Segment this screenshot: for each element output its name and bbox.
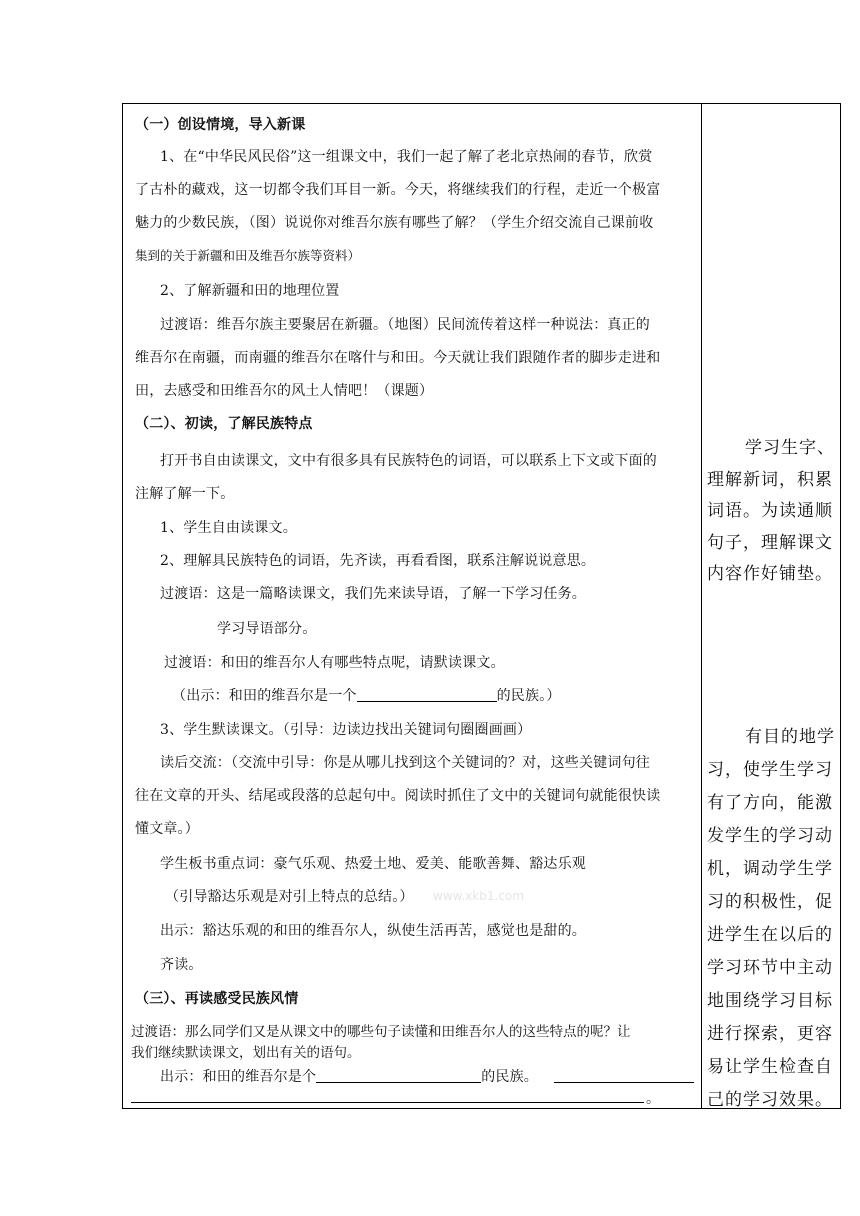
side-note-1-line-2: 理解新词，积累	[707, 469, 833, 490]
s2-paragraph-9-line-3: 懂文章。）	[135, 821, 199, 837]
side-note-2-line-4: 发学生的学习动	[707, 826, 833, 846]
s2-paragraph-9-line-1: 读后交流：（交流中引导：你是从哪儿找到这个关键词的？对，这些关键词句往	[160, 755, 650, 771]
s2-paragraph-7	[172, 687, 561, 705]
s1-paragraph-1-line-4: 集到的关于新疆和田及维吾尔族等资料）	[135, 248, 361, 263]
s2-paragraph-12: 出示：豁达乐观的和田的维吾尔人，纵使生活再苦，感觉也是甜的。	[160, 923, 586, 939]
s2-paragraph-9-line-2: 往在文章的开头、结尾或段落的总起句中。阅读时抓住了文中的关键词句就能很快读	[135, 788, 661, 804]
side-note-2-line-9: 地围绕学习目标	[707, 991, 833, 1011]
side-note-2	[707, 721, 837, 1117]
s1-paragraph-1-line-2: 了古朴的藏戏，这一切都令我们耳目一新。今天，将继续我们的行程，走近一个极富	[135, 182, 661, 198]
side-note-1-line-5: 内容作好铺垫。	[707, 564, 833, 584]
s3-paragraph-2	[160, 1068, 538, 1086]
side-note-2-line-1: 有目的地学	[745, 727, 835, 747]
side-note-2-line-12: 己的学习效果。	[707, 1090, 833, 1110]
watermark: www.xkb1.com	[433, 889, 524, 903]
fill-in-blank-4	[131, 1102, 644, 1103]
s3-paragraph-3-end: 。	[646, 1091, 661, 1107]
side-note-2-line-10: 进行探索，更容	[707, 1024, 833, 1044]
s2-paragraph-1-line-2: 注解了解一下。	[135, 486, 235, 502]
s1-paragraph-3-line-2: 维吾尔在南疆，而南疆的维吾尔在喀什与和田。今天就让我们跟随作者的脚步走进和	[135, 350, 661, 366]
fill-in-blank-3	[554, 1082, 694, 1083]
side-note-2-line-11: 易让学生检查自	[707, 1057, 833, 1077]
s2-paragraph-4: 过渡语：这是一篇略读课文，我们先来读导语，了解一下学习任务。	[160, 586, 586, 602]
s2-paragraph-7-tail: 的民族。）	[496, 688, 561, 704]
s2-paragraph-3: 2、理解具民族特色的词语，先齐读，再看看图，联系注解说说意思。	[160, 553, 596, 569]
s2-paragraph-7-lead: （出示：和田的维吾尔是一个	[172, 688, 357, 704]
side-note-2-line-3: 有了方向，能激	[707, 793, 833, 813]
s3-paragraph-1-line-1: 过渡语：那么同学们又是从课文中的哪些句子读懂和田维吾尔人的这些特点的呢？让	[131, 1024, 631, 1040]
s3-paragraph-2-tail: 的民族。	[481, 1069, 539, 1085]
fill-in-blank-1	[357, 687, 497, 702]
s1-paragraph-1-line-3: 魅力的少数民族，（图）说说你对维吾尔族有哪些了解？（学生介绍交流自己课前收	[135, 215, 654, 231]
side-note-2-line-2: 习，使学生学习	[707, 760, 833, 780]
s2-paragraph-2: 1、学生自由读课文。	[160, 520, 297, 536]
section-1-title: （一）创设情境，导入新课	[135, 117, 306, 133]
side-note-2-line-7: 进学生在以后的	[707, 925, 833, 945]
s2-paragraph-6: 过渡语：和田的维吾尔人有哪些特点呢，请默读课文。	[164, 655, 505, 671]
s2-paragraph-13: 齐读。	[160, 957, 203, 973]
side-note-1-line-3: 词语。为读通顺	[707, 501, 833, 521]
side-note-1-line-1: 学习生字、	[745, 438, 835, 458]
section-2-title: （二）、初读，了解民族特点	[135, 416, 313, 432]
s3-paragraph-1-line-2: 我们继续默读课文，划出有关的语句。	[131, 1045, 361, 1061]
s2-paragraph-5: 学习导语部分。	[217, 621, 317, 637]
s2-paragraph-10: 学生板书重点词：豪气乐观、热爱土地、爱美、能歌善舞、豁达乐观	[160, 856, 586, 872]
s2-paragraph-1-line-1: 打开书自由读课文，文中有很多具有民族特色的词语，可以联系上下文或下面的	[160, 453, 657, 469]
side-note-2-line-8: 学习环节中主动	[707, 958, 833, 978]
s2-paragraph-8: 3、学生默读课文。（引导：边读边找出关键词句圈圈画画）	[160, 722, 532, 738]
column-divider	[701, 103, 702, 1109]
s1-paragraph-3-line-1: 过渡语：维吾尔族主要聚居在新疆。（地图）民间流传着这样一种说法：真正的	[160, 317, 650, 333]
side-note-2-line-6: 习的积极性，促	[707, 892, 833, 912]
side-note-1-line-4: 句子，理解课文	[707, 532, 833, 553]
s1-paragraph-2: 2、了解新疆和田的地理位置	[160, 283, 340, 299]
section-3-title: （三）、再读感受民族风情	[135, 991, 299, 1007]
s1-paragraph-1-line-1: 1、在“中华民风民俗”这一组课文中，我们一起了解了老北京热闹的春节，欣赏	[160, 149, 653, 165]
s1-paragraph-3-line-3: 田，去感受和田维吾尔的风土人情吧！（课题）	[135, 383, 434, 399]
side-note-1	[707, 433, 837, 591]
fill-in-blank-2	[316, 1068, 481, 1083]
s3-paragraph-2-lead: 出示：和田的维吾尔是个	[160, 1069, 317, 1085]
s2-paragraph-11: （引导豁达乐观是对引上特点的总结。）	[165, 889, 414, 905]
side-note-2-line-5: 机，调动学生学	[707, 859, 833, 879]
